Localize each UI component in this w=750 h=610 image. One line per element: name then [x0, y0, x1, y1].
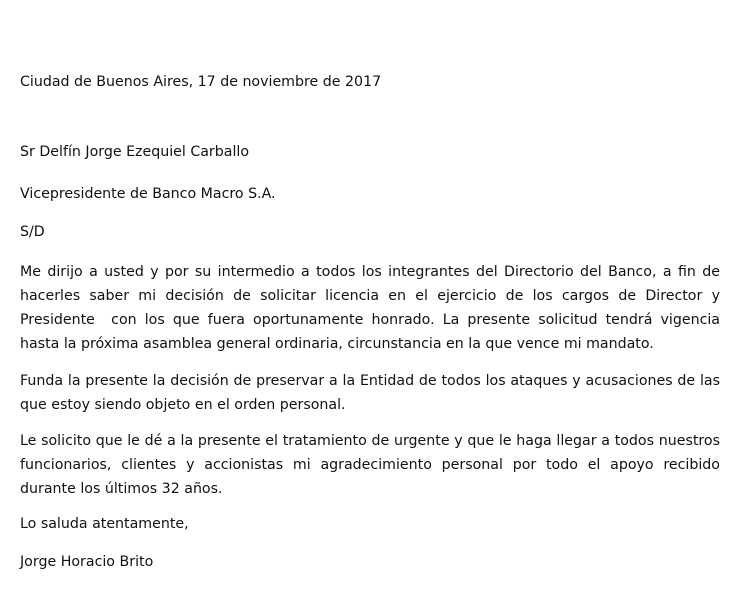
- body-paragraph-3: Le solicito que le dé a la presente el tratamiento de urgente y que le haga llegar a todos nuestros funcionarios, clientes y accionistas mi agradecimiento personal por todo el apoyo recibido durante los últimos 32 años.: [20, 433, 725, 497]
- closing: Lo saluda atentamente,: [20, 516, 189, 532]
- letter-date: Ciudad de Buenos Aires, 17 de noviembre de 2017: [20, 74, 382, 90]
- salutation: S/D: [20, 224, 45, 240]
- body-paragraph-2: Funda la presente la decisión de preservar a la Entidad de todos los ataques y acusaciones de las que estoy siendo objeto en el orden personal.: [20, 373, 725, 413]
- body-paragraph-1: Me dirijo a usted y por su intermedio a todos los integrantes del Directorio del Banco, a fin de hacerles saber mi decisión de solicitar licencia en el ejercicio de los cargos de Director y Presidente con los que fuera oportunamente honrado. La presente solicitud tendrá vigencia hasta la próxima asamblea general ordinaria, circunstancia en la que vence mi mandato.: [20, 264, 725, 352]
- recipient-name: Sr Delfín Jorge Ezequiel Carballo: [20, 144, 250, 160]
- signature-name: Jorge Horacio Brito: [20, 554, 154, 570]
- recipient-title: Vicepresidente de Banco Macro S.A.: [20, 186, 276, 202]
